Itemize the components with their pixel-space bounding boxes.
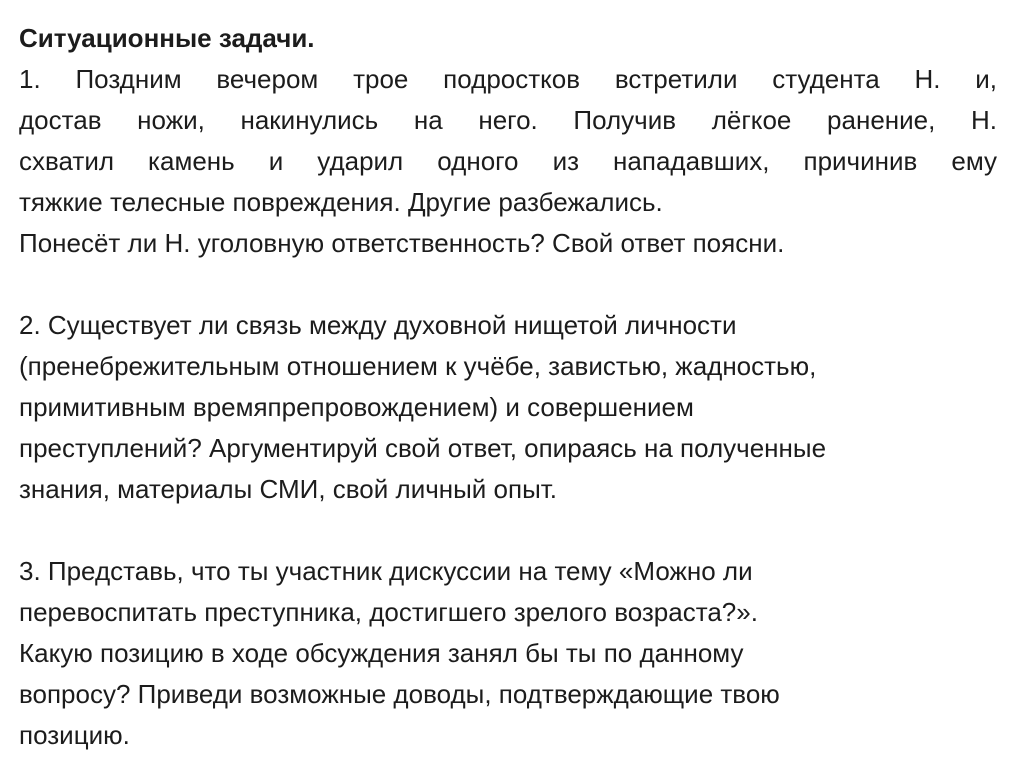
task-1-line: тяжкие телесные повреждения. Другие разбежались.: [19, 187, 663, 217]
task-2: [19, 305, 997, 510]
task-1-line: достав ножи, накинулись на него. Получив лёгкое ранение, Н.: [19, 105, 997, 135]
task-1: [19, 59, 997, 264]
page-title: Ситуационные задачи.: [19, 23, 315, 53]
task-1-line: схватил камень и ударил одного из нападавших, причинив ему: [19, 146, 997, 176]
task-2-line: 2. Существует ли связь между духовной нищетой личности: [19, 310, 737, 340]
task-2-line: (пренебрежительным отношением к учёбе, завистью, жадностью,: [19, 351, 817, 381]
task-2-line: примитивным времяпрепровождением) и совершением: [19, 392, 694, 422]
paragraph-spacer: [19, 264, 997, 305]
task-3-line: позицию.: [19, 720, 130, 750]
task-3-line: вопросу? Приведи возможные доводы, подтверждающие твою: [19, 679, 780, 709]
slide-content: [19, 18, 997, 756]
task-3-line: перевоспитать преступника, достигшего зрелого возраста?».: [19, 597, 758, 627]
task-1-question: Понесёт ли Н. уголовную ответственность? Свой ответ поясни.: [19, 228, 785, 258]
task-2-line: преступлений? Аргументируй свой ответ, опираясь на полученные: [19, 433, 827, 463]
task-3: [19, 551, 997, 756]
task-1-line: 1. Поздним вечером трое подростков встретили студента Н. и,: [19, 64, 997, 94]
task-2-line: знания, материалы СМИ, свой личный опыт.: [19, 474, 558, 504]
task-3-line: 3. Представь, что ты участник дискуссии на тему «Можно ли: [19, 556, 753, 586]
paragraph-spacer: [19, 510, 997, 551]
task-3-line: Какую позицию в ходе обсуждения занял бы ты по данному: [19, 638, 744, 668]
